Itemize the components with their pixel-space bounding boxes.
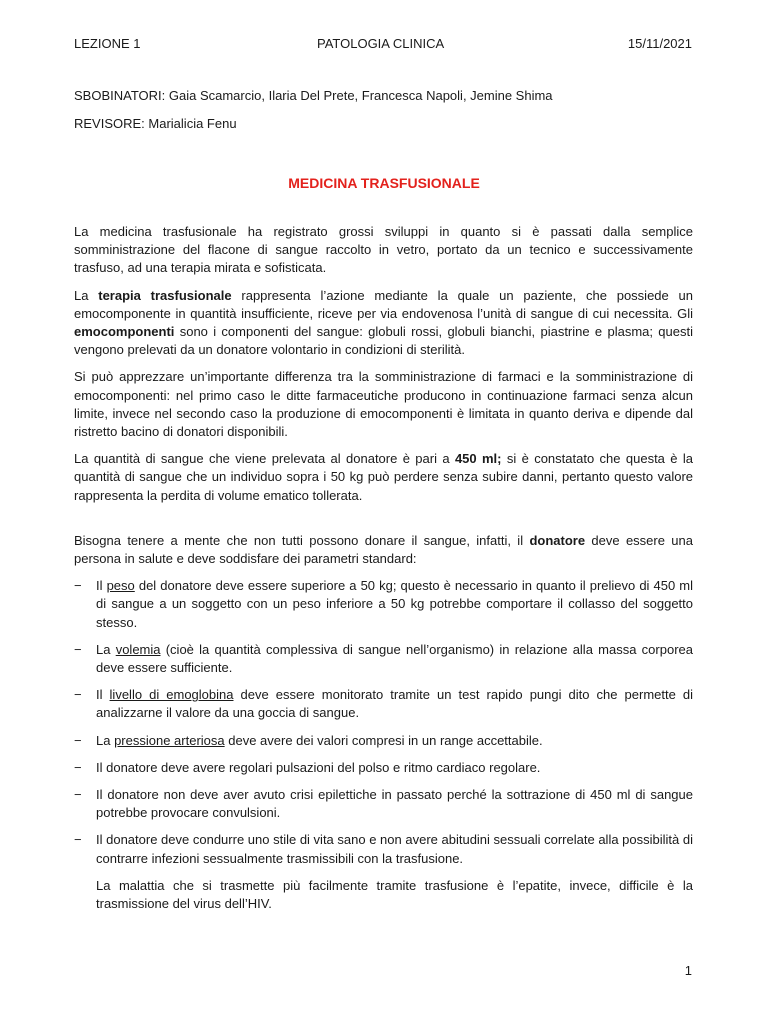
paragraph-therapy (74, 287, 693, 360)
dash-bullet: − (74, 732, 82, 748)
page-number: 1 (684, 963, 692, 978)
term-transfusion-therapy: terapia trasfusionale (98, 287, 232, 303)
term-donor: donatore (529, 532, 586, 548)
donor-requirements-list (74, 577, 693, 868)
text-span: La (74, 287, 99, 303)
term-blood-pressure: pressione arteriosa (114, 732, 225, 748)
text-span: Il (96, 578, 107, 594)
dash-bullet: − (74, 687, 82, 703)
text-span: sono i componenti del sangue: globuli rossi, globuli bianchi, piastrine e plasma; questi vengono prelevati da un donatore volontario in condizioni di sterilità. (74, 324, 693, 358)
dash-bullet: − (74, 641, 82, 657)
text-span: rappresenta l’azione mediante la quale un paziente, che possiede un emocomponente in quantità insufficiente, riceve per via endovenosa l’unità di sangue di cui necessita. Gli (74, 287, 694, 321)
text-span: del donatore deve essere superiore a 50 kg; questo è necessario in quanto il prelievo di 450 ml di sangue a un soggetto con un peso inferiore a 50 kg potrebbe comportare il collasso del soggetto stesso. (96, 578, 693, 630)
dash-bullet: − (74, 759, 82, 775)
list-item-weight (74, 577, 693, 632)
text-span: deve essere una persona in salute e deve soddisfare dei parametri standard: (74, 532, 693, 567)
paragraph-difference: Si può apprezzare un’importante differenza tra la somministrazione di farmaci e la somministrazione di emocomponenti: nel primo caso le ditte farmaceutiche producono in continuazione farmaci senza alcun limite, invece nel secondo caso la produzione di emocomponenti è limitata in quanto deriva e dipende dal ristretto bacino di donatori disponibili. (74, 369, 693, 440)
reviewer-label: REVISORE: (74, 116, 145, 131)
list-item-lifestyle (74, 831, 693, 867)
list-item-pulse (74, 759, 693, 777)
text-span: La (96, 732, 115, 748)
reviewer-name: Marialicia Fenu (144, 116, 237, 131)
paragraph-intro: La medicina trasfusionale ha registrato grossi sviluppi in quanto si è passati dalla semplice somministrazione del flacone di sangue raccolto in vetro, portato da un tecnico e successivamente trasfuso, ad una terapia mirata e sofisticata. (74, 224, 693, 276)
text-span: Il donatore deve avere regolari pulsazioni del polso e ritmo cardiaco regolare. (96, 759, 541, 775)
paragraph-quantity (74, 450, 693, 505)
list-item-hemoglobin (74, 686, 693, 722)
term-volemia: volemia (115, 641, 161, 657)
dash-bullet: − (74, 832, 82, 848)
text-span: (cioè la quantità complessiva di sangue nell’organismo) in relazione alla massa corporea deve essere sufficiente. (96, 641, 693, 676)
text-span: Il (96, 687, 110, 703)
term-hemoglobin: livello di emoglobina (109, 687, 234, 703)
paragraph-donor (74, 532, 693, 568)
list-item-volemia (74, 641, 693, 677)
document-body (74, 223, 693, 922)
term-weight: peso (106, 578, 135, 594)
term-450-ml: 450 ml; (454, 451, 502, 467)
header-lesson: LEZIONE 1 (74, 36, 141, 51)
transcribers-line (74, 88, 553, 103)
list-item-blood-pressure (74, 732, 693, 750)
text-span: Bisogna tenere a mente che non tutti possono donare il sangue, infatti, il (74, 532, 530, 548)
term-blood-components: emocomponenti (74, 324, 175, 340)
text-span: deve avere dei valori compresi in un range accettabile. (224, 732, 543, 748)
transcribers-names: Gaia Scamarcio, Ilaria Del Prete, Francesca Napoli, Jemine Shima (165, 88, 553, 103)
dash-bullet: − (74, 787, 82, 803)
header-course: PATOLOGIA CLINICA (317, 36, 445, 51)
header-date: 15/11/2021 (627, 36, 692, 51)
dash-bullet: − (74, 578, 82, 594)
page-title: MEDICINA TRASFUSIONALE (288, 175, 480, 191)
reviewer-line (74, 116, 237, 131)
paragraph-hepatitis-note: La malattia che si trasmette più facilmente tramite trasfusione è l’epatite, invece, difficile è la trasmissione del virus dell’HIV. (96, 877, 693, 912)
text-span: La quantità di sangue che viene prelevata al donatore è pari a (74, 451, 455, 467)
text-span: si è constatato che questa è la quantità di sangue che un individuo sopra i 50 kg può perdere senza subire danni, pertanto questo valore rappresenta la perdita di volume ematico tollerata. (74, 451, 693, 503)
page-header (74, 36, 692, 52)
list-item-epilepsy (74, 786, 693, 822)
transcribers-label: SBOBINATORI: (74, 88, 166, 103)
text-span: Il donatore non deve aver avuto crisi epilettiche in passato perché la sottrazione di 450 ml di sangue potrebbe provocare convulsioni. (96, 787, 693, 821)
text-span: Il donatore deve condurre uno stile di vita sano e non avere abitudini sessuali correlate alla possibilità di contrarre infezioni sessualmente trasmissibili con la trasfusione. (96, 832, 693, 866)
text-span: La (96, 641, 116, 657)
text-span: deve essere monitorato tramite un test rapido pungi dito che permette di analizzarne il valore da una goccia di sangue. (96, 687, 693, 721)
